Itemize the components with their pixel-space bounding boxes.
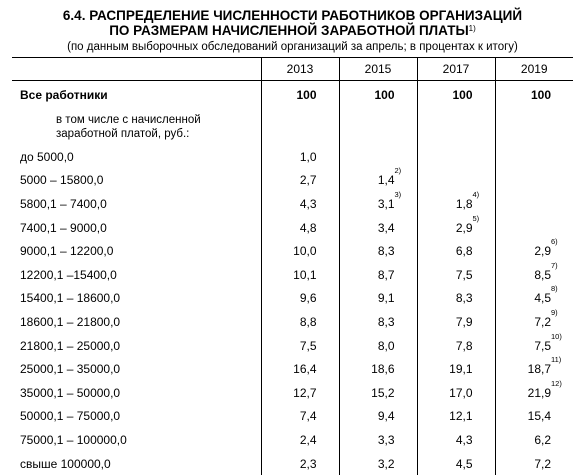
cell-footnote-marker: 10) [551,331,562,341]
cell-value [339,334,417,358]
cell-number-text: 9,1 [377,291,395,306]
cell-number [300,457,317,471]
cell-value: 100 [417,81,495,110]
cell-number [378,244,395,258]
cell-number [527,378,562,400]
cell-number-text: 18,7 [527,362,551,377]
cell-number-text: 15,2 [371,385,395,400]
cell-number-text: 8,3 [377,244,395,259]
table-row [12,381,573,405]
cell-value: 100 [495,81,573,110]
cell-value [339,263,417,287]
cell-number-text: 7,9 [455,314,473,329]
cell-value [495,260,573,287]
cell-number-text: 10,0 [293,244,317,259]
year-header: 2013 [261,58,339,81]
cell-value [261,192,339,216]
cell-footnote-marker: 8) [551,284,558,294]
cell-value [339,239,417,263]
cell-number-text: 9,6 [299,291,317,306]
cell-value [261,287,339,311]
cell-value [339,145,417,169]
cell-number [300,315,317,329]
cell-number-text: 8,5 [534,267,551,282]
cell-value [339,310,417,334]
cell-footnote-marker: 9) [551,307,558,317]
table-row [12,334,573,358]
cell-value: 100 [261,81,339,110]
cell-number-text: 4,3 [455,432,473,447]
cell-number [527,355,562,377]
cell-value [261,357,339,381]
row-label: 15400,1 – 18600,0 [20,291,121,306]
cell-number-text: 8,3 [455,291,473,306]
cell-number-text: 7,2 [534,456,551,471]
cell-number [534,307,558,329]
cell-number [371,362,394,376]
cell-number-text: 2,7 [299,173,317,188]
cell-number [449,386,472,400]
cell-number [528,409,551,423]
cell-number-text: 8,8 [299,314,317,329]
cell-footnote-marker: 12) [551,378,562,388]
table-row [12,169,573,193]
cell-number-text: 1,0 [299,149,317,164]
table-row [12,145,573,169]
cell-number [449,409,472,423]
cell-empty [417,109,495,145]
cell-value [339,381,417,405]
cell-value [261,310,339,334]
cell-number-text: 6,8 [455,244,473,259]
cell-number [378,457,395,471]
title-line-2-text: ПО РАЗМЕРАМ НАЧИСЛЕННОЙ ЗАРАБОТНОЙ ПЛАТЫ [109,23,469,38]
cell-number [378,221,395,235]
cell-footnote-marker: 4) [472,189,480,199]
cell-value [261,381,339,405]
cell-number-text: 9,4 [377,409,395,424]
cell-number [377,166,402,188]
table-row [12,357,573,381]
cell-number-text: 3,3 [377,432,395,447]
row-label: 18600,1 – 21800,0 [20,314,121,329]
cell-number [455,213,480,235]
cell-number-text: 2,9 [455,220,473,235]
cell-value [339,452,417,475]
cell-value [495,169,573,193]
cell-number-text: 10,1 [293,267,317,282]
cell-value [339,216,417,240]
table-row [12,310,573,334]
table-row [12,192,573,216]
row-subheader-label: в том числе с начисленной заработной платой, руб.: [56,114,201,140]
cell-value [417,263,495,287]
table-subtitle: (по данным выборочных обследований организаций за апрель; в процентах к итогу) [67,41,518,53]
cell-number-text: 7,5 [534,338,551,353]
cell-number-text: 3,2 [377,456,395,471]
cell-number [534,237,558,259]
cell-number [456,291,473,305]
year-header: 2015 [339,58,417,81]
cell-value [339,357,417,381]
cell-empty [339,109,417,145]
row-label: 50000,1 – 75000,0 [20,409,121,424]
cell-value [261,405,339,429]
cell-number [293,362,316,376]
row-label: 5000 – 15800,0 [20,173,104,188]
cell-value [495,357,573,381]
table-row [12,452,573,475]
cell-value [495,428,573,452]
cell-value [495,239,573,263]
cell-value [495,307,573,334]
cell-value [261,452,339,475]
cell-number [534,284,558,306]
cell-number-text: 12,1 [449,409,473,424]
cell-footnote-marker: 3) [394,189,402,199]
cell-number [293,386,316,400]
cell-number-text: 7,5 [299,338,317,353]
cell-number [300,150,317,164]
cell-number [456,339,473,353]
cell-value [495,452,573,475]
cell-empty [261,109,339,145]
cell-empty [495,109,573,145]
cell-number-text: 7,5 [455,267,473,282]
cell-number-text: 12,7 [293,385,317,400]
cell-value [417,452,495,475]
row-label: 9000,1 – 12200,0 [20,244,114,259]
cell-number [456,457,473,471]
cell-number-text: 7,2 [534,314,551,329]
table-subheader-row [12,109,573,145]
cell-number [534,260,558,282]
table-header-row [12,58,573,81]
cell-value [417,357,495,381]
row-label: 12200,1 –15400,0 [20,267,117,282]
row-label: Все работники [20,88,108,102]
table-row [12,216,573,240]
cell-number [378,268,395,282]
cell-value [339,166,417,193]
cell-value [417,145,495,169]
cell-footnote-marker: 7) [551,260,558,270]
row-label: 75000,1 – 100000,0 [20,432,127,447]
cell-number [300,339,317,353]
cell-value [495,216,573,240]
cell-number-text: 4,8 [299,220,317,235]
cell-number-text: 8,0 [377,338,395,353]
cell-value [495,145,573,169]
cell-value [261,145,339,169]
row-label: свыше 100000,0 [20,456,111,471]
cell-number [300,433,317,447]
cell-value [417,213,495,240]
cell-number [456,315,473,329]
cell-number-text: 2,9 [534,244,551,259]
row-label: 7400,1 – 9000,0 [20,220,107,235]
cell-number-text: 1,8 [455,196,473,211]
cell-value [417,310,495,334]
cell-number-text: 7,8 [455,338,473,353]
cell-value [339,405,417,429]
cell-value [261,216,339,240]
cell-number-text: 8,7 [377,267,395,282]
cell-number [456,244,473,258]
cell-number [300,173,317,187]
cell-value [495,331,573,358]
cell-number [378,339,395,353]
cell-footnote-marker: 5) [472,213,480,223]
table-row [12,405,573,429]
cell-number-text: 18,6 [371,362,395,377]
cell-value [261,334,339,358]
cell-value [495,284,573,311]
cell-number [534,457,551,471]
row-label: до 5000,0 [20,149,74,164]
title-footnote-marker: 1) [468,24,476,33]
cell-number-text: 21,9 [527,385,551,400]
cell-value [417,381,495,405]
cell-number [377,189,402,211]
table-row [12,239,573,263]
cell-number [455,189,480,211]
cell-footnote-marker: 6) [551,237,558,247]
year-header: 2017 [417,58,495,81]
cell-value [261,263,339,287]
cell-number [378,409,395,423]
cell-value [339,189,417,216]
cell-value: 100 [339,81,417,110]
cell-value [417,169,495,193]
cell-number [456,433,473,447]
cell-number-text: 7,4 [299,409,317,424]
cell-number-text: 4,5 [534,291,551,306]
cell-number [449,362,472,376]
cell-number [378,291,395,305]
cell-value [417,239,495,263]
table-row [12,287,573,311]
cell-number [456,268,473,282]
cell-value [261,169,339,193]
cell-number [300,197,317,211]
cell-number [293,268,316,282]
cell-number [534,433,551,447]
cell-value [417,189,495,216]
row-label: 25000,1 – 35000,0 [20,362,121,377]
cell-number [300,221,317,235]
table-row [12,263,573,287]
cell-footnote-marker: 11) [551,355,562,365]
cell-number [378,315,395,329]
cell-value [339,287,417,311]
cell-number-text: 6,2 [534,432,551,447]
cell-number [300,291,317,305]
cell-value [261,428,339,452]
cell-value [417,334,495,358]
cell-number-text: 16,4 [293,362,317,377]
row-label: 21800,1 – 25000,0 [20,338,121,353]
header-label-cell [12,58,261,81]
cell-number-text: 2,4 [299,432,317,447]
title-line-1: 6.4. РАСПРЕДЕЛЕНИЕ ЧИСЛЕННОСТИ РАБОТНИКОВ ОРГАНИЗАЦИЙ [62,8,523,23]
cell-number-text: 1,4 [377,173,395,188]
cell-value [417,287,495,311]
cell-number-text: 3,1 [377,196,395,211]
cell-number [534,331,562,353]
row-label: 35000,1 – 50000,0 [20,385,121,400]
table-row-total [12,81,573,110]
cell-number-text: 15,4 [527,409,551,424]
cell-number-text: 8,3 [377,314,395,329]
row-label: 5800,1 – 7400,0 [20,196,107,211]
cell-value [495,378,573,405]
cell-number-text: 3,4 [377,220,395,235]
cell-number [300,409,317,423]
cell-number-text: 19,1 [449,362,473,377]
cell-number [293,244,316,258]
cell-value [495,192,573,216]
cell-value [417,428,495,452]
distribution-table [12,58,573,475]
cell-number-text: 17,0 [449,385,473,400]
table-title [0,0,585,38]
title-line-2 [0,23,585,38]
year-header: 2019 [495,58,573,81]
cell-value [339,428,417,452]
cell-number-text: 2,3 [299,456,317,471]
cell-footnote-marker: 2) [394,166,402,176]
cell-number [371,386,394,400]
cell-value [261,239,339,263]
cell-value [495,405,573,429]
cell-number-text: 4,3 [299,196,317,211]
cell-number-text: 4,5 [455,456,473,471]
cell-number [378,433,395,447]
cell-value [417,405,495,429]
table-row [12,428,573,452]
